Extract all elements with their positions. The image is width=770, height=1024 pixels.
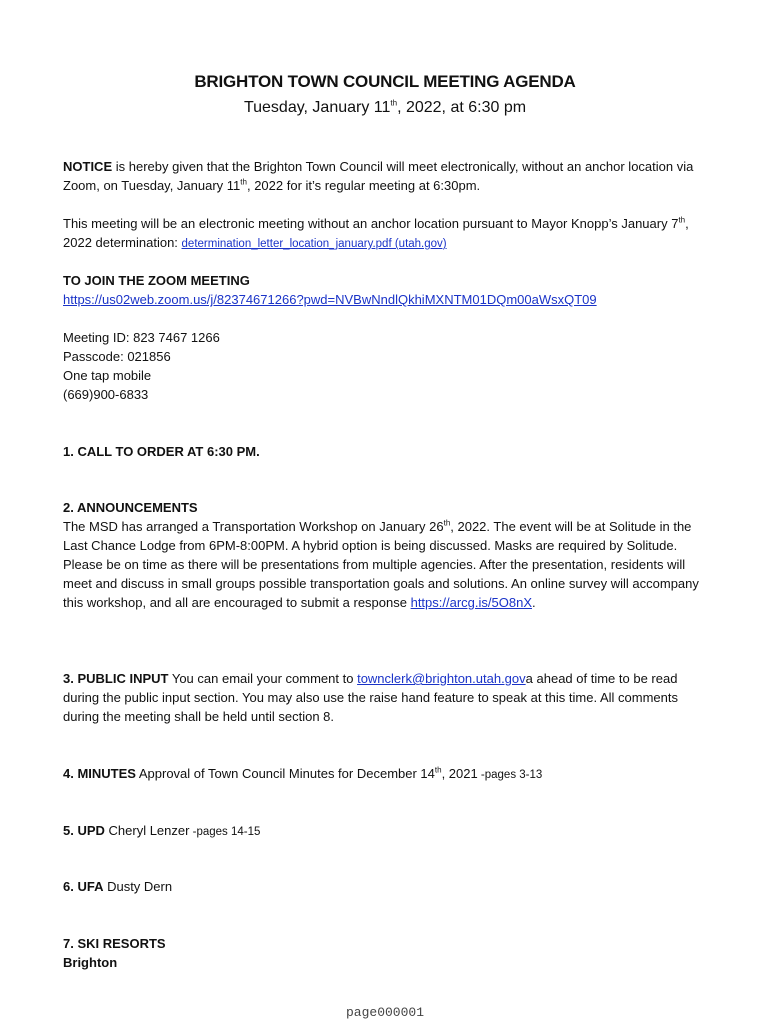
- electronic-text-end: , 2022 determination:: [63, 216, 689, 250]
- minutes-text: Approval of Town Council Minutes for December 14: [135, 766, 435, 781]
- zoom-meeting-link[interactable]: https://us02web.zoom.us/j/82374671266?pwd=NVBwNndlQkhiMXNTM01DQm00aWsxQT09: [63, 292, 597, 307]
- minutes-text-end: , 2021: [441, 766, 478, 781]
- item-minutes: [63, 764, 713, 785]
- public-input-text: You can email your comment to: [168, 671, 358, 686]
- public-input-text-end: a ahead of time to be read during the public input section. You may also use the raise hand feature to speak at this time. All comments during the meeting shall be held until section 8.: [63, 671, 678, 724]
- item-ski-resorts-heading: 7. SKI RESORTS: [63, 936, 166, 951]
- item-minutes-heading: 4. MINUTES: [63, 766, 136, 781]
- page-number-footer: page000001: [345, 1005, 424, 1020]
- announcements-period: .: [532, 595, 536, 610]
- meeting-id: Meeting ID: 823 7467 1266: [63, 330, 220, 345]
- determination-letter-link[interactable]: determination_letter_location_january.pdf (utah.gov): [181, 238, 447, 250]
- zoom-heading: TO JOIN THE ZOOM MEETING: [63, 273, 250, 288]
- notice-text-end: , 2022 for it’s regular meeting at 6:30pm.: [246, 178, 481, 193]
- upd-text: Cheryl Lenzer: [104, 823, 190, 838]
- notice-paragraph: [63, 157, 713, 195]
- zoom-link-row: [63, 290, 713, 309]
- townclerk-email-link[interactable]: townclerk@brighton.utah.gov: [357, 671, 526, 686]
- item-ufa-heading: 6. UFA: [63, 879, 104, 894]
- announcements-paragraph: [63, 517, 713, 612]
- minutes-sup: th: [434, 765, 442, 775]
- notice-text: is hereby given that the Brighton Town Council will meet electronically, without an anchor location via Zoom, on Tuesday, January 11: [63, 159, 694, 193]
- announcements-sup: th: [443, 518, 451, 528]
- page-title: BRIGHTON TOWN COUNCIL MEETING AGENDA: [194, 72, 576, 91]
- ski-resorts-brighton: Brighton: [63, 955, 118, 970]
- passcode: Passcode: 021856: [63, 349, 171, 364]
- ufa-text: Dusty Dern: [103, 879, 173, 894]
- electronic-text: This meeting will be an electronic meeting without an anchor location pursuant to Mayor Knopp’s January 7: [63, 216, 679, 231]
- item-announcements-heading: 2. ANNOUNCEMENTS: [63, 500, 198, 515]
- minutes-pages: -pages 3-13: [477, 769, 543, 781]
- public-input-paragraph: [63, 669, 713, 726]
- item-ufa: [63, 877, 713, 896]
- item-call-to-order: 1. CALL TO ORDER AT 6:30 PM.: [63, 444, 260, 459]
- item-upd: [63, 821, 713, 842]
- upd-pages: -pages 14-15: [189, 826, 261, 838]
- meeting-date-text: Tuesday, January 11: [243, 99, 391, 116]
- item-upd-heading: 5. UPD: [63, 823, 105, 838]
- notice-sup: th: [240, 177, 247, 187]
- item-public-input-heading: 3. PUBLIC INPUT: [63, 671, 169, 686]
- meeting-date-time: , 2022, at 6:30 pm: [397, 99, 527, 116]
- survey-link[interactable]: https://arcg.is/5O8nX: [410, 595, 532, 610]
- notice-lead: NOTICE: [63, 159, 113, 174]
- announcements-text: The MSD has arranged a Transportation Workshop on January 26: [63, 519, 444, 534]
- one-tap-mobile: One tap mobile: [63, 368, 152, 383]
- electronic-sup: th: [678, 215, 686, 225]
- meeting-date: [0, 99, 770, 117]
- electronic-meeting-paragraph: [63, 214, 713, 254]
- phone-number: (669)900-6833: [63, 387, 149, 402]
- meeting-date-sup: th: [390, 98, 398, 108]
- announcements-text-end: , 2022. The event will be at Solitude in the Last Chance Lodge from 6PM-8:00PM. A hybrid option is being discussed. Masks are required by Solitude. Please be on time as there will be presentations from multiple agencies. After the presentation, residents will meet and discuss in small groups possible transportation goals and solutions. An online survey will accompany this workshop, and all are encouraged to submit a response: [63, 519, 699, 610]
